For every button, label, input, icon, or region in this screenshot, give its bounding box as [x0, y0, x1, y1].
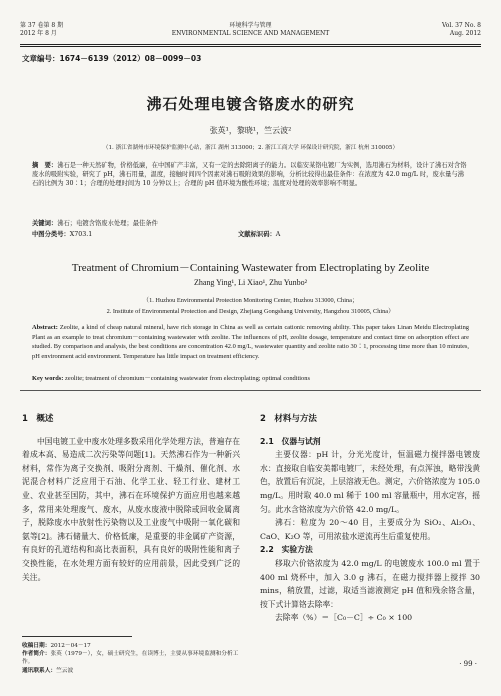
abstract-label-cn: 摘 要： [32, 162, 58, 169]
author-bio: 张英（1979－），女，硕士研究生，在读博士，主要从事环境监测和分析工作。 [22, 651, 239, 666]
footnote [22, 642, 242, 675]
header-journal: 环境科学与管理 ENVIRONMENTAL SCIENCE AND MANAGEMENT [171, 22, 330, 37]
subsection-2-1-text-2: 沸石：粒度为 20～40 目，主要成分为 SiO₂、Al₂O₃、CaO、K₂O 等，可用浓盐水逆流再生后重复使用。 [260, 518, 480, 541]
footnote-rule [22, 636, 132, 637]
clc-label: 中图分类号： [32, 231, 70, 238]
corresponding-author: 竺云波 [56, 667, 74, 674]
subsection-2-1-heading: 2.1 仪器与试剂 [260, 436, 321, 446]
doc-code-value: A [275, 231, 281, 238]
section-separator [20, 390, 481, 391]
affiliation-chinese: （1. 浙江省湖州市环境保护监测中心站，浙江 湖州 313000；2. 浙江工商大学 环保设计研究院，浙江 杭州 310005） [102, 145, 399, 151]
page-number: · 99 · [459, 660, 477, 668]
section-1-heading: 1 概述 [22, 414, 54, 424]
keywords-label-cn: 关键词： [32, 220, 58, 227]
author-bio-label: 作者简介： [22, 651, 51, 658]
keywords-chinese [32, 218, 158, 227]
subsection-2-1-text-1: 主要仪器：pH 计，分光光度计，恒温磁力搅拌器电镀废水：直接取自临安美都电镀厂，未经处理，有点浑浊，略带浅黄色，放置后有沉淀，上层溶液无色。测定，六价铬浓度为 105.0 mg/L。用时取 40.0 ml 稀于 100 ml 容量瓶中，用水定容，摇匀。此水含铬浓度为六价铬 42.0 mg/L。 [260, 450, 480, 514]
footnote-author [22, 650, 242, 666]
doc-code-label: 文献标识码： [238, 231, 276, 238]
keywords-text-en: zeolite; treatment of chromium－containing wastewater from electroplating; optimal conditions [65, 375, 310, 382]
header-volume: Vol. 37 No. 8 Aug. 2012 [441, 22, 481, 37]
header-issue: 第 37 卷第 8 期 2012 年 8 月 [20, 22, 64, 37]
footnote-corresponding [22, 667, 242, 675]
abstract-label-en: Abstract: [32, 324, 58, 331]
abstract-english [32, 323, 469, 361]
footnote-received [22, 642, 242, 650]
classification-number [32, 229, 92, 238]
authors-english: Zhang Ying¹, Li Xiao¹, Zhu Yunbo² [193, 278, 308, 287]
document-code [238, 229, 280, 238]
received-label: 收稿日期： [22, 643, 51, 649]
abstract-text-en: Zeolite, a kind of cheap natural mineral, have rich storage in China as well as certain cationic removing ability. This paper takes Linan Meidu Electroplating Plant as an example to treat chromium－containing wastewater with zeolite. The influences of pH, zeolite dosage, temperature and contact time on adsorption effect are studied. By comparison and analysis, the best conditions are concentration 42.0 mg/L, wastewater quantity and zeolite ratio 30∶1, processing time more than 10 minutes, pH environment acid environment. Temperature has little impact on treatment efficiency. [32, 324, 469, 360]
affiliation-english-1: （1. Huzhou Environmental Protection Monitoring Center, Huzhou 313000, China； [142, 297, 359, 304]
keywords-english [32, 373, 310, 382]
header-rule-thin [20, 46, 481, 47]
article-number: 文章编号：1674－6139（2012）08－0099－03 [22, 54, 202, 63]
right-column [260, 413, 480, 625]
title-chinese: 沸石处理电镀含铬废水的研究 [146, 95, 355, 113]
title-english: Treatment of Chromium－Containing Wastewater from Electroplating by Zeolite [71, 262, 430, 274]
running-header [20, 22, 481, 46]
keywords-label-en: Key words: [32, 375, 64, 382]
section-2-heading: 2 材料与方法 [260, 414, 317, 424]
affiliation-english-2: 2. Institute of Environmental Protection and Design, Zhejiang Gongshang University, Hangzhou 310005, China） [106, 308, 395, 315]
subsection-2-2-text-1: 移取六价铬浓度为 42.0 mg/L 的电镀废水 100.0 ml 置于 400 ml 烧杯中，加入 3.0 g 沸石，在磁力搅拌器上搅拌 30 mins，稍放置，过滤，取适当滤液测定 pH 值和残余铬含量，按下式计算铬去除率： [260, 558, 480, 609]
abstract-text-cn: 沸石是一种天然矿物，价格低廉，在中国矿产丰富，又有一定的去除阳离子的能力。以临安某铬电镀厂为实例，选用沸石为材料，设计了沸石对含铬废水的吸附实验，研究了 pH，沸石用量，温度，接触时间四个因素对沸石吸附效果的影响，分析比较得出最佳条件：在浓度为 42.0 mg/L 时，废水量与沸石的比例为 30∶1；合理的处理时间为 10 分钟以上；合理的 pH 值环境为酸性环境；温度对处理的效率影响不明显。 [32, 162, 467, 188]
subsection-2-2-heading: 2.2 实验方法 [260, 545, 313, 555]
removal-formula: 去除率（%）＝［C₀－C］÷ C₀ × 100 [275, 613, 413, 623]
received-date: 2012－04－17 [50, 643, 91, 649]
left-column [22, 413, 240, 584]
header-rule [20, 44, 481, 45]
corresponding-label: 通讯联系人： [22, 667, 57, 674]
keywords-text-cn: 沸石；电镀含铬废水处理；最佳条件 [57, 220, 158, 227]
section-1-paragraph: 中国电镀工业中废水处理多数采用化学处理方法，普遍存在着成本高、易造成二次污染等问题[1]。天然沸石作为一种新兴材料，常作为离子交换剂、吸附分离剂、干燥剂、催化剂、水泥混合材料广泛应用于石油、化学工业、轻工行业、建材工业、农业甚至国防，其中，沸石在环境保护方面应用也越来越多，常用来处理废气、废水，从废水废液中脱除或回收金属离子，脱除废水中放射性污染物以及工业废气中吸附一氧化碳和氨等[2]。沸石储量大、价格低廉，是重要的非金属矿产资源，有良好的孔道结构和高比表面积，具有良好的吸附性能和离子交换性能，在水处理方面有较好的应用前景，因此受到广泛的关注。 [22, 436, 240, 582]
abstract-chinese [32, 161, 469, 189]
authors-chinese: 张英¹，黎晓¹，竺云波² [209, 126, 292, 135]
clc-value: X703.1 [69, 231, 93, 238]
